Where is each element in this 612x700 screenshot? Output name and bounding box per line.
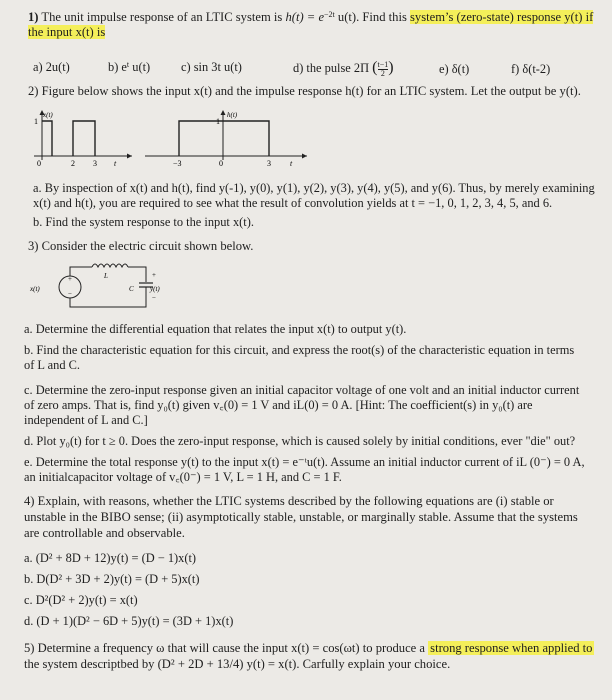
q1-h-expr: h(t) = e bbox=[285, 10, 325, 24]
graph-h-three: 3 bbox=[267, 159, 271, 168]
q1-option-a: a) 2u(t) bbox=[33, 60, 70, 74]
q2-part-b: b. Find the system response to the input x(t). bbox=[33, 215, 254, 229]
graph-h-label: h(t) bbox=[227, 111, 238, 119]
q1-option-d-text: d) the pulse 2Π bbox=[293, 61, 370, 75]
graph-x-zero: 0 bbox=[37, 159, 41, 168]
circuit-source-label: x(t) bbox=[30, 285, 40, 293]
q4-intro-line1: 4) Explain, with reasons, whether the LTIC systems described by the following equations are (i) stable or bbox=[24, 494, 554, 508]
circuit-source-minus: − bbox=[68, 290, 72, 298]
q3-part-d: d. Plot y₀(t) for t ≥ 0. Does the zero-input response, which is caused solely by initial conditions, ever "die" out? bbox=[24, 434, 576, 448]
q5-line1 bbox=[24, 641, 594, 656]
q3-part-e-line1: e. Determine the total response y(t) to the input x(t) = e⁻ᵗu(t). Assume an initial inductor current of iL (0⁻) = 0 A, bbox=[24, 455, 585, 469]
circuit-output-minus: − bbox=[152, 294, 156, 302]
circuit-capacitor-label: C bbox=[129, 285, 134, 293]
graph-x-one: 1 bbox=[34, 117, 38, 126]
q1-option-d: d) the pulse 2Π ( $\frac{t-1}{2}$ ) bbox=[293, 59, 394, 78]
circuit-output-plus: + bbox=[152, 271, 156, 279]
q3-part-c-line1: c. Determine the zero-input response given an initial capacitor voltage of one volt and an initial inductor current bbox=[24, 383, 580, 397]
circuit-inductor-label: L bbox=[104, 272, 108, 280]
q1-number: 1) bbox=[28, 10, 39, 24]
q1-option-e: e) δ(t) bbox=[439, 62, 470, 76]
q2-intro: 2) Figure below shows the input x(t) and the impulse response h(t) for an LTIC system. Let the output be y(t). bbox=[28, 84, 581, 98]
q1-highlight-1: system’s (zero-state) response y(t) if bbox=[410, 10, 594, 24]
q5-highlight: strong response when applied to bbox=[430, 641, 593, 655]
graph-h bbox=[143, 108, 313, 170]
graph-x-label: x(t) bbox=[43, 111, 53, 119]
q1-h-exponent: −2t bbox=[324, 10, 335, 19]
q3-part-a: a. Determine the differential equation that relates the input x(t) to output y(t). bbox=[24, 322, 407, 336]
q1-option-f: f) δ(t-2) bbox=[511, 62, 551, 76]
q1-line1 bbox=[28, 10, 593, 25]
graph-x-two: 2 bbox=[71, 159, 75, 168]
q5-line2: the system descriptbed by (D² + 2D + 13/4) y(t) = x(t). Carfully explain your choice. bbox=[24, 657, 451, 671]
graph-x-three: 3 bbox=[93, 159, 97, 168]
q4-intro-line3: are controllable and observable. bbox=[24, 526, 185, 540]
circuit-source-plus: + bbox=[68, 275, 72, 283]
circuit-output-label: y(t) bbox=[150, 285, 160, 293]
q3-intro: 3) Consider the electric circuit shown below. bbox=[28, 239, 254, 253]
graph-h-minus-three: −3 bbox=[173, 159, 182, 168]
graph-h-axis: t bbox=[290, 159, 293, 168]
q1-frac-den: 2 bbox=[380, 68, 385, 78]
q5-text: 5) Determine a frequency ω that will cause the input x(t) = cos(ωt) to produce a bbox=[24, 641, 426, 655]
q2-part-a-line1: a. By inspection of x(t) and h(t), find y(-1), y(0), y(1), y(2), y(3), y(4), y(5), and y(6). Thus, by merely examining bbox=[33, 181, 595, 195]
q1-option-c: c) sin 3t u(t) bbox=[181, 60, 242, 74]
q1-highlight-2: the input x(t) is bbox=[28, 25, 106, 39]
q4-intro-line2: unstable in the BIBO sense; (ii) asymptotically stable, unstable, or marginally stable. Assume that the systems bbox=[24, 510, 578, 524]
circuit-diagram bbox=[28, 258, 178, 316]
q1-frac-num: t−1 bbox=[377, 59, 389, 69]
q3-part-c-line2: of zero amps. That is, find y₀(t) given v꜀(0) = 1 V and iL(0) = 0 A. [Hint: The coefficient(s) in y₀(t) are bbox=[24, 398, 533, 412]
q1-option-b-base: b) e bbox=[108, 60, 127, 74]
q1-option-b-tail: u(t) bbox=[129, 60, 151, 74]
graph-x bbox=[28, 108, 138, 170]
graph-x-axis: t bbox=[114, 159, 117, 168]
q1-option-b bbox=[108, 60, 150, 75]
q3-part-e-line2: an initialcapacitor voltage of v꜀(0⁻) = 1 V, L = 1 H, and C = 1 F. bbox=[24, 470, 342, 484]
q3-part-c-line3: independent of L and C.] bbox=[24, 413, 148, 427]
q1-line2 bbox=[28, 25, 105, 40]
q4-eq-a: a. (D² + 8D + 12)y(t) = (D − 1)x(t) bbox=[24, 551, 197, 565]
graph-h-one: 1 bbox=[216, 117, 220, 126]
q4-eq-c: c. D²(D² + 2)y(t) = x(t) bbox=[24, 593, 138, 607]
q1-h-tail: u(t). Find this bbox=[334, 10, 407, 24]
graph-h-zero: 0 bbox=[219, 159, 223, 168]
q4-eq-b: b. D(D² + 3D + 2)y(t) = (D + 5)x(t) bbox=[24, 572, 200, 586]
q3-part-b-line2: of L and C. bbox=[24, 358, 80, 372]
q2-part-a-line2: x(t) and h(t), you are required to see what the result of convolution yields at t = −1, 0, 1, 2, 3, 4, 5, and 6. bbox=[33, 196, 553, 210]
q3-part-b-line1: b. Find the characteristic equation for this circuit, and express the root(s) of the characteristic equation in terms bbox=[24, 343, 575, 357]
q1-option-b-exp: t bbox=[126, 60, 130, 69]
q1-text: The unit impulse response of an LTIC system is bbox=[41, 10, 286, 24]
q4-eq-d: d. (D + 1)(D² − 6D + 5)y(t) = (3D + 1)x(t) bbox=[24, 614, 234, 628]
